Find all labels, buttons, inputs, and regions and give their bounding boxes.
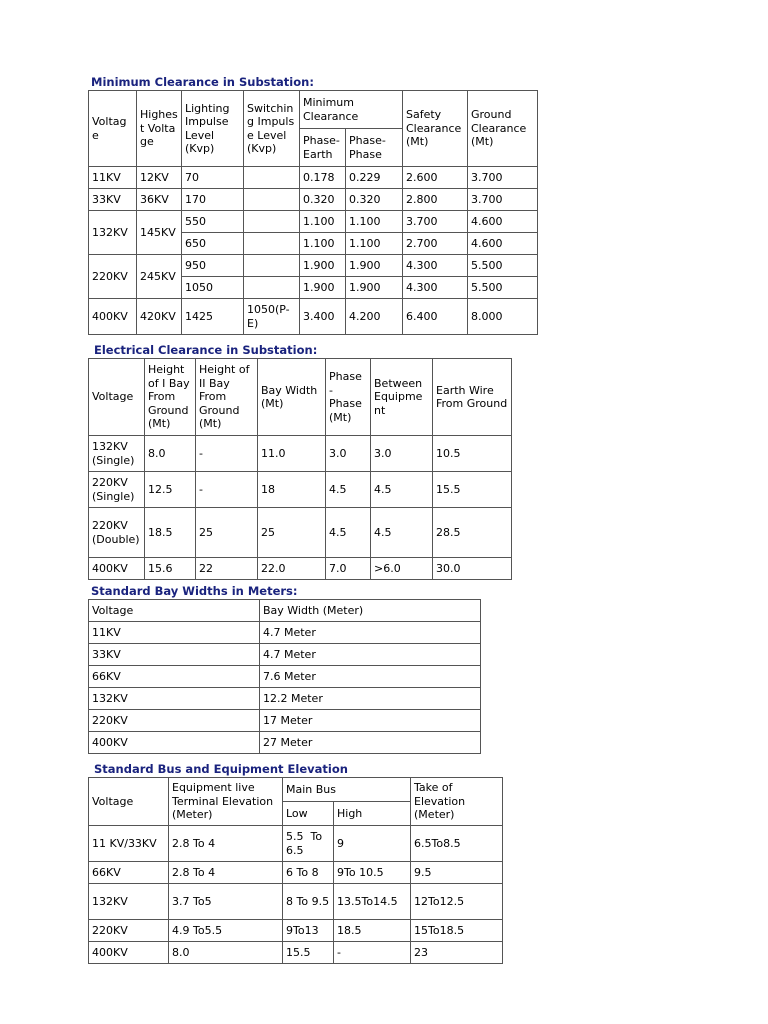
cell-highest: 36KV [137,189,182,211]
cell-equipment: 3.7 To5 [169,884,283,920]
cell-between-equipment: >6.0 [371,558,433,580]
table-row [89,622,481,644]
cell-phase-earth: 0.320 [300,189,346,211]
table-row [89,666,481,688]
minimum-clearance-table [88,90,538,335]
cell-voltage: 400KV [89,732,260,754]
cell-voltage: 400KV [89,558,145,580]
cell-voltage: 132KV (Single) [89,436,145,472]
cell-take-off: 23 [411,942,503,964]
cell-high: 18.5 [334,920,411,942]
cell-voltage: 11KV [89,622,260,644]
cell-voltage: 66KV [89,666,260,688]
electrical-clearance-title: Electrical Clearance in Substation: [94,343,318,357]
cell-highest: 145KV [137,211,182,255]
cell-ground: 3.700 [468,167,538,189]
cell-high: 9 [334,826,411,862]
cell-voltage: 400KV [89,942,169,964]
cell-ground: 5.500 [468,277,538,299]
cell-take-off: 6.5To8.5 [411,826,503,862]
cell-lighting: 70 [182,167,244,189]
cell-ground: 8.000 [468,299,538,335]
cell-lighting: 950 [182,255,244,277]
header-voltage: Voltage [89,91,137,167]
cell-switching [244,233,300,255]
cell-lighting: 170 [182,189,244,211]
header-bay-width: Bay Width (Meter) [260,600,481,622]
table-row [89,472,512,508]
cell-voltage: 220KV (Single) [89,472,145,508]
cell-voltage: 220KV [89,255,137,299]
cell-phase-phase: 4.200 [346,299,403,335]
cell-equipment: 2.8 To 4 [169,826,283,862]
header-phase-phase: Phase-Phase [346,129,403,167]
cell-phase-earth: 1.100 [300,211,346,233]
cell-bay-width: 4.7 Meter [260,622,481,644]
bay-widths-table [88,599,481,754]
header-between-equipment: Between Equipment [371,359,433,436]
table-row [89,644,481,666]
table-row [89,942,503,964]
header-minimum-clearance: Minimum Clearance [300,91,403,129]
table-row [89,826,503,862]
table-row [89,299,538,335]
cell-phase-phase: 1.900 [346,277,403,299]
cell-take-off: 12To12.5 [411,884,503,920]
cell-bay-width: 27 Meter [260,732,481,754]
cell-phase-earth: 1.900 [300,277,346,299]
cell-bay-width: 12.2 Meter [260,688,481,710]
cell-phase-phase: 3.0 [326,436,371,472]
cell-phase-phase: 0.229 [346,167,403,189]
cell-safety: 3.700 [403,211,468,233]
cell-phase-earth: 1.900 [300,255,346,277]
cell-safety: 2.800 [403,189,468,211]
cell-safety: 4.300 [403,277,468,299]
cell-high: 13.5To14.5 [334,884,411,920]
cell-low: 6 To 8 [283,862,334,884]
cell-phase-phase: 4.5 [326,508,371,558]
header-equipment-elevation: Equipment live Terminal Elevation (Meter) [169,778,283,826]
cell-bay-width: 22.0 [258,558,326,580]
cell-voltage: 11 KV/33KV [89,826,169,862]
cell-ground: 4.600 [468,233,538,255]
table-row [89,436,512,472]
header-low: Low [283,802,334,826]
header-phase-earth: Phase-Earth [300,129,346,167]
cell-height-ii: - [196,436,258,472]
cell-voltage: 33KV [89,189,137,211]
cell-bay-width: 11.0 [258,436,326,472]
cell-height-ii: 22 [196,558,258,580]
header-main-bus: Main Bus [283,778,411,802]
table-row [89,862,503,884]
cell-highest: 420KV [137,299,182,335]
table-row [89,688,481,710]
header-height-ii-bay: Height of II Bay From Ground (Mt) [196,359,258,436]
cell-phase-phase: 0.320 [346,189,403,211]
cell-voltage: 66KV [89,862,169,884]
cell-voltage: 132KV [89,211,137,255]
cell-lighting: 1050 [182,277,244,299]
cell-voltage: 11KV [89,167,137,189]
cell-lighting: 650 [182,233,244,255]
cell-earth-wire: 28.5 [433,508,512,558]
table-row [89,508,512,558]
header-voltage: Voltage [89,600,260,622]
cell-ground: 4.600 [468,211,538,233]
cell-height-i: 12.5 [145,472,196,508]
cell-equipment: 8.0 [169,942,283,964]
header-high: High [334,802,411,826]
bay-widths-title: Standard Bay Widths in Meters: [91,584,298,598]
cell-earth-wire: 10.5 [433,436,512,472]
cell-phase-phase: 1.900 [346,255,403,277]
cell-switching [244,277,300,299]
cell-phase-phase: 1.100 [346,233,403,255]
header-voltage: Voltage [89,778,169,826]
cell-safety: 6.400 [403,299,468,335]
header-earth-wire: Earth Wire From Ground [433,359,512,436]
cell-equipment: 2.8 To 4 [169,862,283,884]
cell-voltage: 220KV [89,920,169,942]
cell-switching [244,255,300,277]
cell-height-ii: - [196,472,258,508]
cell-switching [244,211,300,233]
table-row [89,255,538,277]
cell-phase-phase: 4.5 [326,472,371,508]
cell-lighting: 550 [182,211,244,233]
cell-phase-phase: 7.0 [326,558,371,580]
cell-voltage: 220KV [89,710,260,732]
cell-between-equipment: 3.0 [371,436,433,472]
header-height-i-bay: Height of I Bay From Ground (Mt) [145,359,196,436]
cell-between-equipment: 4.5 [371,508,433,558]
table-row [89,710,481,732]
table-row [89,732,481,754]
header-take-off-elevation: Take of Elevation (Meter) [411,778,503,826]
table-row [89,167,538,189]
cell-earth-wire: 30.0 [433,558,512,580]
cell-switching [244,189,300,211]
header-highest-voltage: Highest Voltage [137,91,182,167]
cell-safety: 4.300 [403,255,468,277]
table-row [89,558,512,580]
cell-phase-phase: 1.100 [346,211,403,233]
cell-equipment: 4.9 To5.5 [169,920,283,942]
header-switching-impulse: Switching Impulse Level (Kvp) [244,91,300,167]
cell-low: 8 To 9.5 [283,884,334,920]
cell-bay-width: 4.7 Meter [260,644,481,666]
cell-take-off: 15To18.5 [411,920,503,942]
cell-voltage: 33KV [89,644,260,666]
cell-safety: 2.600 [403,167,468,189]
header-bay-width: Bay Width (Mt) [258,359,326,436]
cell-high: - [334,942,411,964]
cell-voltage: 220KV (Double) [89,508,145,558]
cell-low: 9To13 [283,920,334,942]
cell-voltage: 400KV [89,299,137,335]
cell-phase-earth: 1.100 [300,233,346,255]
cell-ground: 3.700 [468,189,538,211]
bus-elevation-table [88,777,503,964]
header-ground-clearance: Ground Clearance (Mt) [468,91,538,167]
table-row [89,189,538,211]
cell-bay-width: 25 [258,508,326,558]
cell-low: 5.5 To 6.5 [283,826,334,862]
cell-height-i: 15.6 [145,558,196,580]
table-row [89,884,503,920]
electrical-clearance-table [88,358,512,580]
cell-voltage: 132KV [89,884,169,920]
cell-switching [244,167,300,189]
cell-bay-width: 7.6 Meter [260,666,481,688]
header-voltage: Voltage [89,359,145,436]
cell-take-off: 9.5 [411,862,503,884]
cell-bay-width: 17 Meter [260,710,481,732]
cell-height-i: 8.0 [145,436,196,472]
minimum-clearance-title: Minimum Clearance in Substation: [91,75,314,89]
header-phase-phase: Phase - Phase (Mt) [326,359,371,436]
cell-phase-earth: 0.178 [300,167,346,189]
cell-lighting: 1425 [182,299,244,335]
cell-switching: 1050(P-E) [244,299,300,335]
cell-bay-width: 18 [258,472,326,508]
bus-elevation-title: Standard Bus and Equipment Elevation [94,762,348,776]
table-row [89,920,503,942]
cell-height-ii: 25 [196,508,258,558]
cell-height-i: 18.5 [145,508,196,558]
header-lighting-impulse: Lighting Impulse Level (Kvp) [182,91,244,167]
cell-highest: 245KV [137,255,182,299]
cell-highest: 12KV [137,167,182,189]
cell-safety: 2.700 [403,233,468,255]
cell-phase-earth: 3.400 [300,299,346,335]
cell-low: 15.5 [283,942,334,964]
cell-high: 9To 10.5 [334,862,411,884]
cell-between-equipment: 4.5 [371,472,433,508]
header-safety-clearance: Safety Clearance (Mt) [403,91,468,167]
cell-voltage: 132KV [89,688,260,710]
table-row [89,211,538,233]
cell-ground: 5.500 [468,255,538,277]
cell-earth-wire: 15.5 [433,472,512,508]
